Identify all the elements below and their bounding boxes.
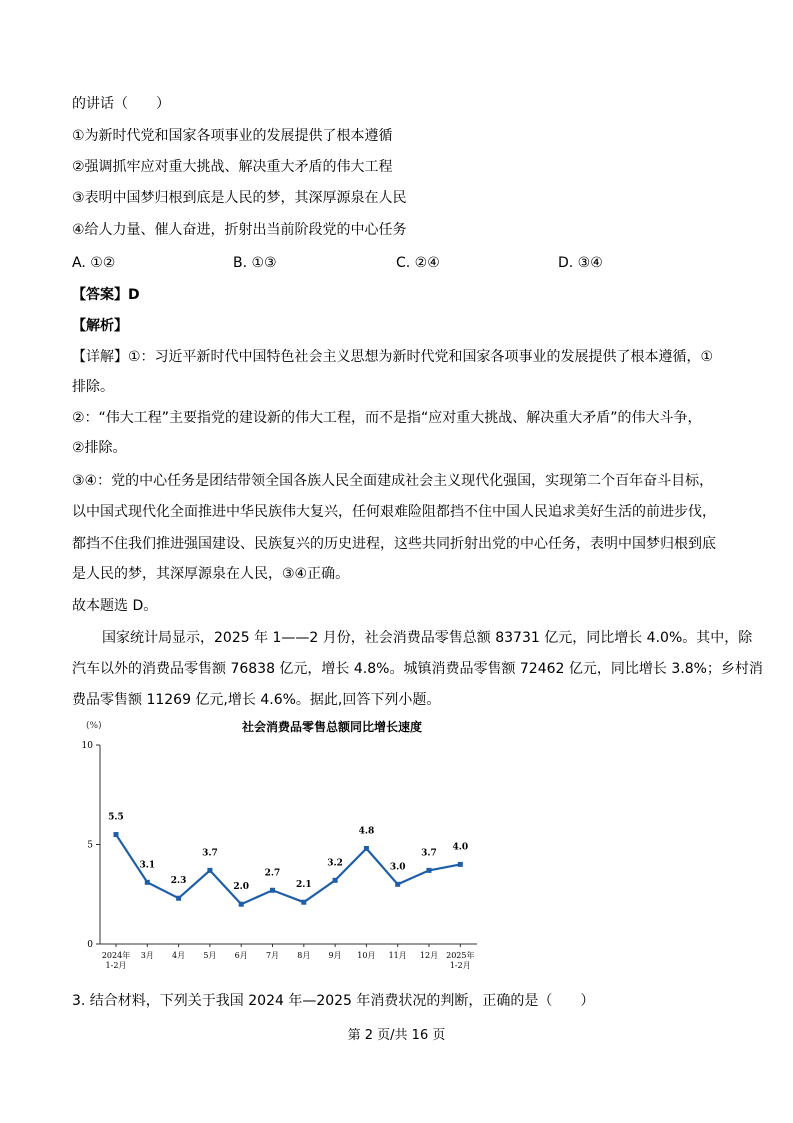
option-c: C. ②④ <box>396 255 440 271</box>
answer: 【答案】D <box>72 287 140 303</box>
data-label: 3.7 <box>421 848 437 859</box>
data-label: 4.8 <box>358 826 375 837</box>
x-tick-label: 10月 <box>357 951 376 960</box>
data-label: 3.0 <box>389 862 406 873</box>
x-tick-label: 12月 <box>419 951 439 960</box>
growth-chart <box>72 712 492 982</box>
y-tick-label: 5 <box>87 840 93 851</box>
explanation-line: 是人民的梦，其深厚源泉在人民，③④正确。 <box>72 566 350 582</box>
chart-svg <box>72 712 492 982</box>
question-3: 3. 结合材料，下列关于我国 2024 年—2025 年消费状况的判断，正确的是（ ） <box>72 993 595 1009</box>
y-tick-label: 10 <box>81 741 93 751</box>
x-tick-label: 11月 <box>388 951 407 960</box>
data-point <box>207 868 212 873</box>
explanation-line: ②排除。 <box>72 440 127 456</box>
explanation-line: 排除。 <box>72 379 114 395</box>
chart-title: 社会消费品零售总额同比增长速度 <box>241 720 423 734</box>
y-axis-label: (%) <box>86 721 102 731</box>
data-label: 5.5 <box>108 812 124 823</box>
data-point <box>145 880 150 885</box>
x-tick-label: 2025年 <box>446 951 475 960</box>
x-tick-label: 3月 <box>140 951 154 960</box>
x-tick-label: 9月 <box>328 951 342 960</box>
data-point <box>427 868 432 873</box>
material-line: 国家统计局显示，2025 年 1——2 月份，社会消费品零售总额 83731 亿元，同比增长 4.0%。其中，除 <box>102 630 753 646</box>
explanation-line: 以中国式现代化全面推进中华民族伟大复兴，任何艰难险阻都挡不住中国人民追求美好生活的前进步伐， <box>72 504 716 520</box>
data-point <box>333 878 338 883</box>
data-label: 2.7 <box>264 868 281 879</box>
statement-3: ③表明中国梦归根到底是人民的梦，其深厚源泉在人民 <box>72 190 407 206</box>
data-point <box>458 862 463 867</box>
data-label: 3.7 <box>202 848 218 859</box>
data-label: 2.0 <box>233 882 250 893</box>
x-tick-label: 1-2月 <box>449 961 471 970</box>
y-tick-label: 0 <box>87 940 93 950</box>
data-label: 2.3 <box>170 876 187 887</box>
explanation-line: ③④：党的中心任务是团结带领全国各族人民全面建成社会主义现代化强国，实现第二个百年奋斗目标， <box>72 473 714 489</box>
explanation-line: ②：“伟大工程”主要指党的建设新的伟大工程，而不是指“应对重大挑战、解决重大矛盾”的伟大斗争， <box>72 410 702 426</box>
data-label: 3.1 <box>139 860 156 871</box>
statement-2: ②强调抓牢应对重大挑战、解决重大矛盾的伟大工程 <box>72 159 393 175</box>
x-tick-label: 8月 <box>297 951 311 960</box>
data-point <box>239 902 244 907</box>
data-point <box>301 900 306 905</box>
option-d: D. ③④ <box>558 255 603 271</box>
statement-4: ④给人力量、催人奋进，折射出当前阶段党的中心任务 <box>72 222 407 238</box>
data-point <box>395 882 400 887</box>
question-lead: 的讲话（ ） <box>72 96 170 112</box>
explanation-line: 故本题选 D。 <box>72 598 158 614</box>
data-label: 3.2 <box>327 858 343 869</box>
data-point <box>364 846 369 851</box>
x-tick-label: 4月 <box>172 951 186 960</box>
x-tick-label: 7月 <box>265 951 280 960</box>
x-tick-label: 2024年 <box>101 951 131 960</box>
material-line: 汽车以外的消费品零售额 76838 亿元，增长 4.8%。城镇消费品零售额 72462 亿元，同比增长 3.8%；乡村消 <box>72 661 763 677</box>
data-point <box>114 832 119 837</box>
x-tick-label: 6月 <box>234 951 248 960</box>
series-line <box>116 835 460 905</box>
x-tick-label: 5月 <box>203 951 217 960</box>
option-a: A. ①② <box>72 255 116 271</box>
data-point <box>176 896 181 901</box>
explanation-line: 都挡不住我们推进强国建设、民族复兴的历史进程，这些共同折射出党的中心任务，表明中国梦归根到底 <box>72 536 716 552</box>
option-b: B. ①③ <box>233 255 277 271</box>
material-line: 费品零售额 11269 亿元,增长 4.6%。据此,回答下列小题。 <box>72 692 441 708</box>
data-label: 4.0 <box>452 842 469 853</box>
statement-1: ①为新时代党和国家各项事业的发展提供了根本遵循 <box>72 128 393 144</box>
x-tick-label: 1-2月 <box>105 961 127 970</box>
data-label: 2.1 <box>295 880 312 891</box>
analysis-label: 【解析】 <box>72 318 128 334</box>
explanation-line: 【详解】①：习近平新时代中国特色社会主义思想为新时代党和国家各项事业的发展提供了根本遵循，① <box>72 349 714 365</box>
data-point <box>270 888 275 893</box>
page-footer: 第 2 页/共 16 页 <box>347 1028 446 1043</box>
